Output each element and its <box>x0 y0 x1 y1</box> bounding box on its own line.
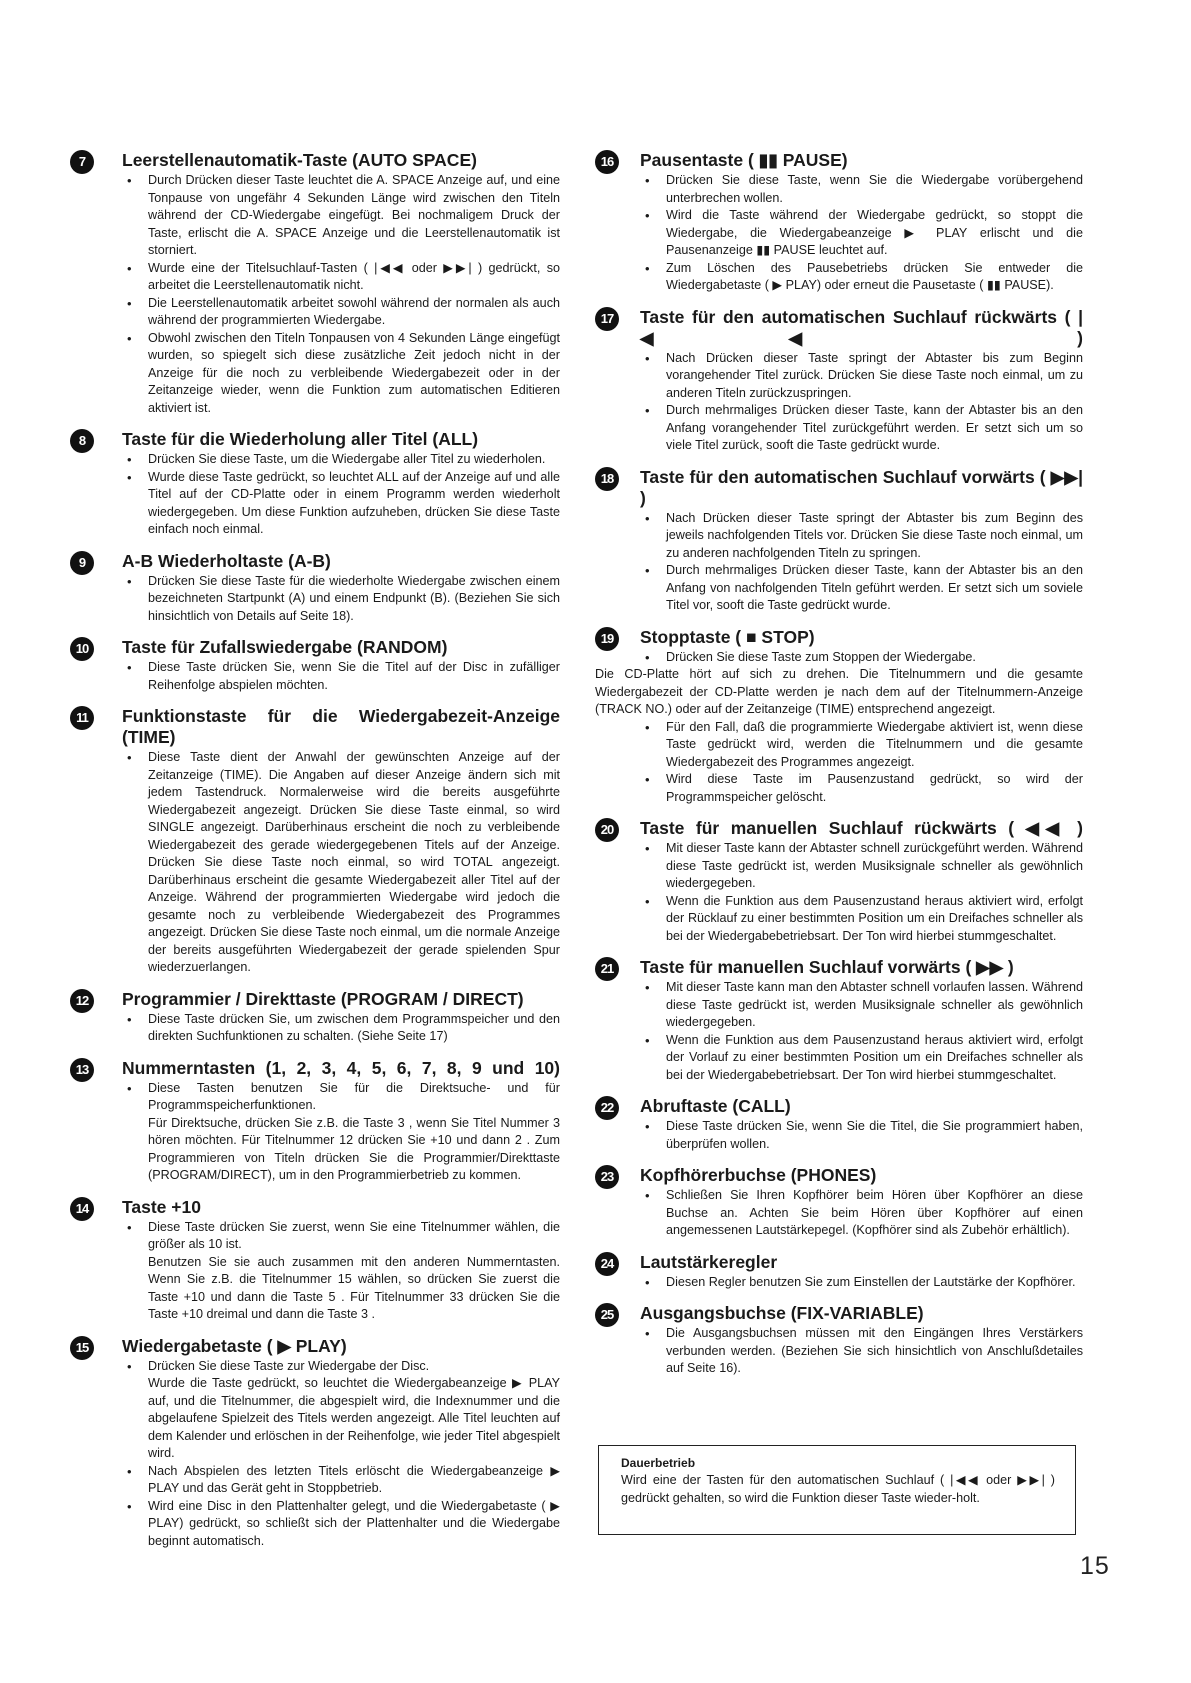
item-number-badge: 24 <box>595 1252 619 1276</box>
section-title: Nummerntasten (1, 2, 3, 4, 5, 6, 7, 8, 9 und 10) <box>122 1057 560 1078</box>
bullet-list <box>122 659 560 694</box>
bullet-item: • Diese Taste drücken Sie, um zwischen dem Programmspeicher und den direkten Suchfunktionen zu schalten. (Siehe Seite 17) <box>122 1011 560 1046</box>
paragraph: Wurde die Taste gedrückt, so leuchtet die Wiedergabeanzeige ▶ PLAY auf, und die Titelnummer, die abgespielt wird, die Indexnummer und die abgelaufene Spielzeit des Titels werden angezeigt. Alle Titel leuchten auf dem Kalender und erlöschen in der Reihenfolge, wie jeder Titel abgespielt wird. <box>148 1376 560 1460</box>
bullet-list <box>640 649 1083 667</box>
section-21 <box>595 957 1083 1084</box>
bullet-list <box>640 1118 1083 1153</box>
section-title: Abruftaste (CALL) <box>640 1096 791 1116</box>
bullet-item: • Obwohl zwischen den Titeln Tonpausen von 4 Sekunden Länge eingefügt wurden, so spiegelt sich diese zusätzliche Zeit jedoch nicht in der Anzeige für die noch zu verbleibende Wiedergabezeit oder in der Zeitanzeige wieder, wenn die Funktion zum automatischen Editieren aktiviert ist. <box>122 330 560 418</box>
bullet-item: • Diese Taste drücken Sie, wenn Sie die Titel auf der Disc in zufälliger Reihenfolge abspielen möchten. <box>122 659 560 694</box>
bullet-list <box>122 749 560 977</box>
section-title: Pausentaste ( ▮▮ PAUSE) <box>640 150 848 170</box>
left-column <box>70 150 560 1562</box>
bullet-list <box>640 979 1083 1084</box>
section-title: A-B Wiederholtaste (A-B) <box>122 550 331 571</box>
item-number-badge: 13 <box>70 1058 94 1082</box>
section-12 <box>70 989 560 1046</box>
bullet-item: • Schließen Sie Ihren Kopfhörer beim Hören über Kopfhörer an diese Buchse an. Achten Sie beim Hören über Kopfhörer auf einen angemessenen Lautstärkepegel. (Kopfhörer sind als Zubehör erhältlich). <box>640 1187 1083 1240</box>
section-title: Lautstärkeregler <box>640 1251 778 1272</box>
bullet-item: • Nach Abspielen des letzten Titels erlöscht die Wiedergabeanzeige ▶ PLAY und das Gerät geht in Stoppbetrieb. <box>122 1463 560 1498</box>
bullet-item: • Durch mehrmaliges Drücken dieser Taste, kann der Abtaster bis an den Anfang vorangehender Titel zurückgeführt werden. Er setzt sich um so viele Titel zurück, sooft die Taste gedrückt wurde. <box>640 402 1083 455</box>
section-13 <box>70 1058 560 1185</box>
section-25 <box>595 1303 1083 1378</box>
item-number-badge: 16 <box>595 150 619 174</box>
section-title: Taste für die Wiederholung aller Titel (ALL) <box>122 429 479 449</box>
paragraph: Die CD-Platte hört auf sich zu drehen. Die Titelnummern und die gesamte Wiedergabezeit der CD-Platte werden je nach dem auf der Titelnummern-Anzeige (TRACK NO.) oder auf der Zeitanzeige (TIME) entsprechend angezeigt. <box>595 667 1083 716</box>
bullet-item: • Wird die Taste während der Wiedergabe gedrückt, so stoppt die Wiedergabe, die Wiedergabeanzeige ▶ PLAY erlischt und die Pausenanzeige ▮▮ PAUSE leuchtet auf. <box>640 207 1083 260</box>
bullet-list <box>122 1463 560 1551</box>
section-15 <box>70 1336 560 1551</box>
section-title: Funktionstaste für die Wiedergabezeit-Anzeige (TIME) <box>122 706 560 747</box>
section-17 <box>595 307 1083 455</box>
item-number-badge: 14 <box>70 1197 94 1221</box>
bullet-item: • Wenn die Funktion aus dem Pausenzustand heraus aktiviert wird, erfolgt der Vorlauf zu einer bestimmten Position um ein Dreifaches schneller als bei der Wiedergabebetriebsart. Der Ton wird hierbei stummgeschaltet. <box>640 1032 1083 1085</box>
item-number-badge: 18 <box>595 467 619 491</box>
bullet-item: • Diese Taste dient der Anwahl der gewünschten Anzeige auf der Zeitanzeige (TIME). Die Angaben auf dieser Anzeige ändern sich mit jedem Tastendruck. Normalerweise wird die bereits ausgeführte Wiedergabezeit angezeigt. Drücken Sie diese Taste einmal, so wird SINGLE angezeigt. Darüberhinaus erscheint die noch zu verbleibende Wiedergabezeit des gerade wiedergegebenen Titels auf der Anzeige. Drücken Sie diese Taste noch einmal, so wird TOTAL angezeigt. Darüberhinaus erscheint die gesamte Wiedergabezeit aller Titel auf der Anzeige. Während der programmierten Wiedergabe wird jedoch die gesamte noch zu verbleibende Wiedergabezeit des Programmes angezeigt. Drücken Sie diese Taste noch einmal, um die normale Anzeige der bereits ausgeführten Wiedergabezeit der gerade spielenden Spur wiederzuerlangen. <box>122 749 560 977</box>
section-16 <box>595 150 1083 295</box>
paragraph: Benutzen Sie sie auch zusammen mit den anderen Nummerntasten. Wenn Sie z.B. die Titelnummer 15 wählen, so drücken Sie zuerst die Taste +10 und dann die Taste 5 . Für Titelnummer 33 drücken Sie die Taste +10 dreimal und dann die Taste 3 . <box>148 1254 560 1321</box>
bullet-item: • Diese Taste drücken Sie zuerst, wenn Sie eine Titelnummer wählen, die größer als 10 ist. <box>122 1219 560 1254</box>
bullet-item: • Zum Löschen des Pausebetriebs drücken Sie entweder die Wiedergabetaste ( ▶ PLAY) oder erneut die Pausetaste ( ▮▮ PAUSE). <box>640 260 1083 295</box>
bullet-list <box>122 1358 560 1376</box>
section-title: Kopfhörerbuchse (PHONES) <box>640 1165 877 1185</box>
item-number-badge: 7 <box>70 150 94 174</box>
section-title: Programmier / Direkttaste (PROGRAM / DIRECT) <box>122 988 524 1009</box>
section-23 <box>595 1165 1083 1240</box>
right-column <box>595 150 1083 1390</box>
item-number-badge: 20 <box>595 818 619 842</box>
bullet-item: • Durch Drücken dieser Taste leuchtet die A. SPACE Anzeige auf, und eine Tonpause von ungefähr 4 Sekunden Länge wird zwischen den Titeln während der CD-Wiedergabe eingefügt. Bei nochmaligem Druck der Taste, erlischt die A. SPACE Anzeige und die Leerstellenautomatik ist storniert. <box>122 172 560 260</box>
bullet-list <box>122 1080 560 1115</box>
item-number-badge: 17 <box>595 307 619 331</box>
bullet-item: • Für den Fall, daß die programmierte Wiedergabe aktiviert ist, wenn diese Taste gedrückt wird, werden die Titelnummern und die gesamte Wiedergabezeit des Programmes angezeigt. <box>640 719 1083 772</box>
section-title: Taste für den automatischen Suchlauf vorwärts ( ▶▶| ) <box>640 466 1083 508</box>
section-title: Wiedergabetaste ( ▶ PLAY) <box>122 1335 347 1356</box>
bullet-list <box>640 719 1083 807</box>
bullet-item: • Wurde diese Taste gedrückt, so leuchtet ALL auf der Anzeige auf und alle Titel auf der CD-Platte oder in einem Programm werden wiederholt wiedergegeben. Um diese Funktion aufzuheben, drücken Sie diese Taste einfach noch einmal. <box>122 469 560 539</box>
page-number: 15 <box>1080 1552 1110 1580</box>
paragraph: Für Direktsuche, drücken Sie z.B. die Taste 3 , wenn Sie Titel Nummer 3 hören möchten. Für Titelnummer 12 drücken Sie +10 und dann 2 . Zum Programmieren von Titeln drücken Sie die Programmier/Direkttaste (PROGRAM/DIRECT), um in den Programmierbetrieb zu kommen. <box>148 1115 560 1182</box>
section-title: Taste für den automatischen Suchlauf rückwärts ( |◀◀ ) <box>640 306 1083 348</box>
bullet-item: • Wird eine Disc in den Plattenhalter gelegt, und die Wiedergabetaste ( ▶ PLAY) gedrückt, so schließt sich der Plattenhalter und die Wiedergabe beginnt automatisch. <box>122 1498 560 1551</box>
bullet-list <box>640 1325 1083 1378</box>
section-24 <box>595 1252 1083 1292</box>
bullet-item: • Drücken Sie diese Taste für die wiederholte Wiedergabe zwischen einem bezeichneten Startpunkt (A) und einem Endpunkt (B). (Beziehen Sie sich hinsichtlich von Details auf Seite 18). <box>122 573 560 626</box>
section-11 <box>70 706 560 977</box>
item-number-badge: 22 <box>595 1096 619 1120</box>
item-number-badge: 19 <box>595 627 619 651</box>
bullet-list <box>122 1011 560 1046</box>
section-8 <box>70 429 560 539</box>
section-title: Leerstellenautomatik-Taste (AUTO SPACE) <box>122 150 477 170</box>
section-7 <box>70 150 560 417</box>
item-number-badge: 15 <box>70 1336 94 1360</box>
note-box <box>598 1445 1076 1535</box>
bullet-list <box>122 451 560 539</box>
bullet-item: • Wurde eine der Titelsuchlauf-Tasten ( |◀◀ oder ▶▶| ) gedrückt, so arbeitet die Leerstellenautomatik nicht. <box>122 260 560 295</box>
note-text: Wird eine der Tasten für den automatischen Suchlauf ( |◀◀ oder ▶▶| ) gedrückt gehalten, so wird die Funktion dieser Taste wieder-holt. <box>621 1473 1055 1505</box>
item-number-badge: 9 <box>70 551 94 575</box>
bullet-item: • Durch mehrmaliges Drücken dieser Taste, kann der Abtaster bis an den Anfang von nachfolgenden Titeln geführt werden. Er setzt sich um soviele Titel vor, sooft die Taste gedrückt wurde. <box>640 562 1083 615</box>
item-number-badge: 8 <box>70 429 94 453</box>
section-10 <box>70 637 560 694</box>
bullet-item: • Drücken Sie diese Taste, wenn Sie die Wiedergabe vorübergehend unterbrechen wollen. <box>640 172 1083 207</box>
bullet-item: • Diesen Regler benutzen Sie zum Einstellen der Lautstärke der Kopfhörer. <box>640 1274 1083 1292</box>
bullet-item: • Drücken Sie diese Taste zur Wiedergabe der Disc. <box>122 1358 560 1376</box>
section-title: Ausgangsbuchse (FIX-VARIABLE) <box>640 1303 924 1323</box>
bullet-item: • Die Ausgangsbuchsen müssen mit den Eingängen Ihres Verstärkers verbunden werden. (Beziehen Sie sich hinsichtlich von Anschlußdetailes auf Seite 16). <box>640 1325 1083 1378</box>
section-title: Taste +10 <box>122 1196 201 1217</box>
bullet-item: • Diese Tasten benutzen Sie für die Direktsuche- und für Programmspeicherfunktionen. <box>122 1080 560 1115</box>
bullet-item: • Die Leerstellenautomatik arbeitet sowohl während der normalen als auch während der programmierten Wiedergabe. <box>122 295 560 330</box>
item-number-badge: 21 <box>595 957 619 981</box>
item-number-badge: 11 <box>70 706 94 730</box>
bullet-list <box>640 510 1083 615</box>
bullet-item: • Mit dieser Taste kann der Abtaster schnell zurückgeführt werden. Während diese Taste gedrückt ist, werden Musiksignale schneller als gewöhnlich wiedergegeben. <box>640 840 1083 893</box>
section-22 <box>595 1096 1083 1153</box>
section-14 <box>70 1197 560 1324</box>
note-title: Dauerbetrieb <box>621 1456 696 1470</box>
bullet-list <box>640 1187 1083 1240</box>
section-18 <box>595 467 1083 615</box>
bullet-list <box>640 350 1083 455</box>
section-title: Taste für Zufallswiedergabe (RANDOM) <box>122 637 448 657</box>
bullet-list <box>640 840 1083 945</box>
item-number-badge: 12 <box>70 989 94 1013</box>
item-number-badge: 23 <box>595 1165 619 1189</box>
section-9 <box>70 551 560 626</box>
bullet-list <box>122 1219 560 1254</box>
bullet-list <box>640 1274 1083 1292</box>
bullet-item: • Nach Drücken dieser Taste springt der Abtaster bis zum Beginn des jeweils nachfolgenden Titels vor. Drücken Sie diese Taste noch einmal, um zu anderen nachfolgenden Titeln zu springen. <box>640 510 1083 563</box>
bullet-list <box>122 172 560 417</box>
bullet-item: • Drücken Sie diese Taste, um die Wiedergabe aller Titel zu wiederholen. <box>122 451 560 469</box>
bullet-list <box>640 172 1083 295</box>
section-title: Taste für manuellen Suchlauf rückwärts ( ◀◀ ) <box>640 818 1083 838</box>
section-19 <box>595 627 1083 807</box>
section-title: Stopptaste ( ■ STOP) <box>640 626 815 647</box>
bullet-item: • Nach Drücken dieser Taste springt der Abtaster bis zum Beginn vorangehender Titel zurück. Drücken Sie diese Taste noch einmal, um zu anderen Titeln zurückzuspringen. <box>640 350 1083 403</box>
bullet-item: • Wenn die Funktion aus dem Pausenzustand heraus aktiviert wird, erfolgt der Rücklauf zu einer bestimmten Position um ein Dreifaches schneller als bei der Wiedergabebetriebsart. Der Ton wird hierbei stummgeschaltet. <box>640 893 1083 946</box>
bullet-item: • Wird diese Taste im Pausenzustand gedrückt, so wird der Programmspeicher gelöscht. <box>640 771 1083 806</box>
bullet-item: • Drücken Sie diese Taste zum Stoppen der Wiedergabe. <box>640 649 1083 667</box>
section-title: Taste für manuellen Suchlauf vorwärts ( ▶▶ ) <box>640 957 1014 977</box>
item-number-badge: 10 <box>70 637 94 661</box>
bullet-item: • Mit dieser Taste kann man den Abtaster schnell vorlaufen lassen. Während diese Taste gedrückt ist, werden Musiksignale schneller als gewöhnlich wiedergegeben. <box>640 979 1083 1032</box>
section-20 <box>595 818 1083 945</box>
bullet-list <box>122 573 560 626</box>
bullet-item: • Diese Taste drücken Sie, wenn Sie die Titel, die Sie programmiert haben, überprüfen wollen. <box>640 1118 1083 1153</box>
item-number-badge: 25 <box>595 1303 619 1327</box>
